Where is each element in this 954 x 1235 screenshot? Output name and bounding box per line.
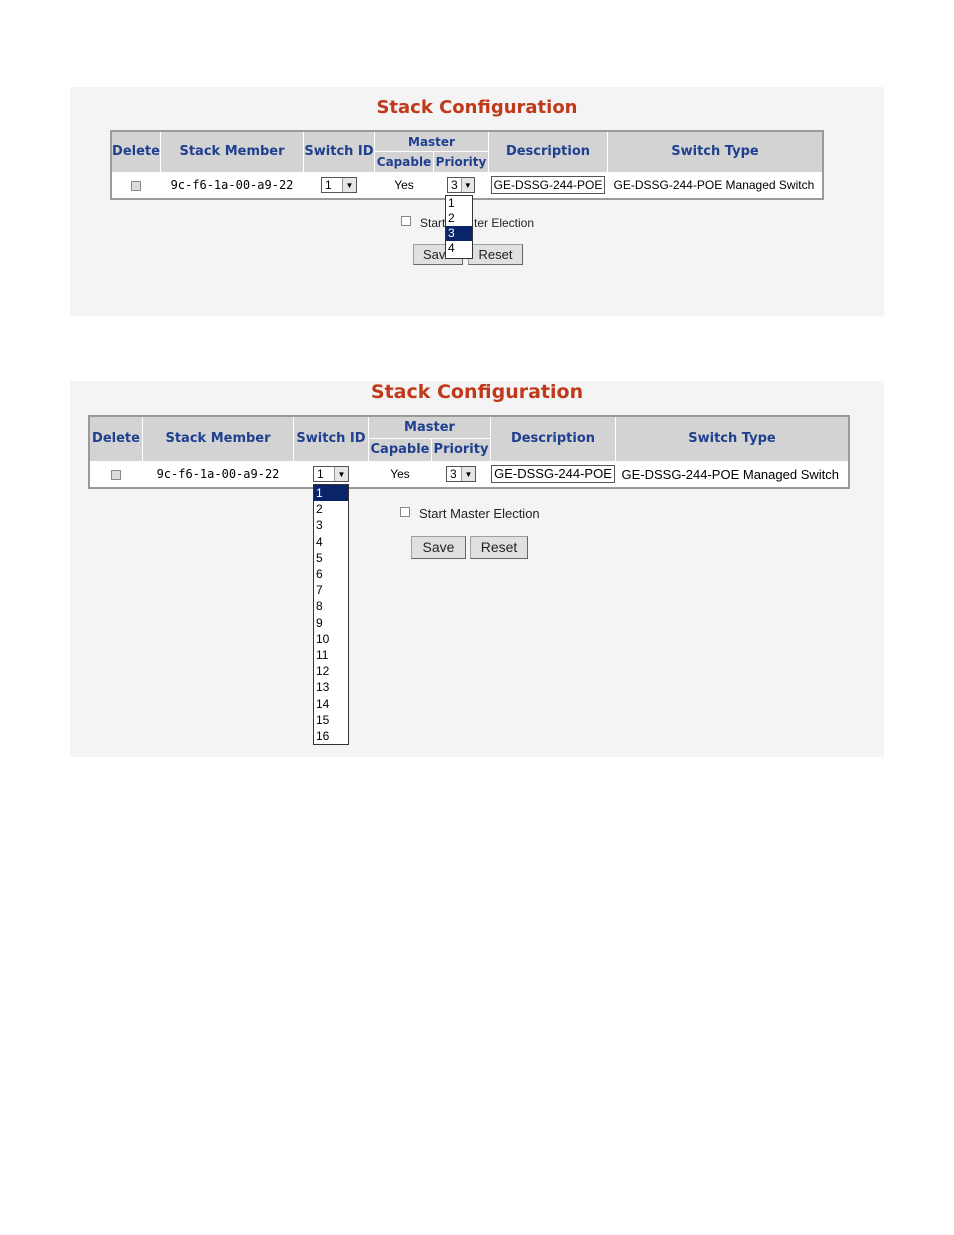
start-master-election-checkbox[interactable] (401, 216, 411, 226)
header-priority: Priority (434, 152, 489, 173)
delete-checkbox[interactable] (111, 470, 121, 480)
switch-id-option[interactable]: 13 (316, 680, 330, 695)
header-switch-type: Switch Type (608, 131, 824, 172)
header-priority: Priority (432, 439, 491, 462)
save-button[interactable]: Save (411, 536, 466, 559)
priority-select[interactable] (447, 177, 475, 193)
switch-id-option[interactable]: 14 (316, 696, 330, 711)
page-title: Stack Configuration (376, 97, 578, 118)
switch-id-option[interactable]: 5 (316, 550, 323, 565)
header-delete: Delete (111, 131, 161, 172)
header-capable: Capable (375, 152, 434, 173)
start-master-election-label: Start Master Election (419, 506, 540, 521)
switch-id-option[interactable]: 16 (316, 729, 330, 744)
switch-id-select-value: 1 (317, 467, 324, 482)
chevron-down-icon[interactable]: ▼ (461, 178, 474, 192)
save-button[interactable]: Sav (413, 244, 463, 265)
capable-value: Yes (394, 178, 414, 193)
stack-config-panel-switch-id-open (70, 381, 884, 757)
priority-dropdown-list[interactable] (445, 195, 473, 259)
stack-config-panel-priority-open (70, 87, 884, 316)
start-master-election-label-left: Start (420, 216, 446, 230)
priority-select-value: 3 (451, 178, 458, 193)
header-switch-id: Switch ID (304, 131, 375, 172)
switch-id-option[interactable]: 3 (316, 518, 323, 533)
switch-id-option[interactable]: 7 (316, 583, 323, 598)
switch-id-select[interactable] (313, 466, 349, 482)
priority-option[interactable]: 3 (446, 226, 472, 241)
table-row (89, 461, 849, 488)
delete-checkbox[interactable] (131, 181, 141, 191)
description-input[interactable]: GE-DSSG-244-POE (491, 465, 615, 483)
priority-select-value: 3 (450, 467, 457, 482)
switch-id-option[interactable]: 15 (316, 712, 330, 727)
priority-select[interactable] (446, 466, 476, 482)
header-switch-id: Switch ID (294, 416, 369, 461)
switch-id-option[interactable]: 12 (316, 664, 330, 679)
header-stack-member: Stack Member (143, 416, 294, 461)
header-master: Master (369, 416, 491, 439)
priority-option[interactable]: 1 (448, 196, 455, 210)
start-master-election-label-right: ter Election (474, 216, 535, 230)
header-delete: Delete (89, 416, 143, 461)
priority-option[interactable]: 4 (448, 241, 455, 255)
start-master-election-checkbox[interactable] (400, 507, 410, 517)
switch-id-option[interactable]: 9 (316, 615, 323, 630)
switch-id-option[interactable]: 4 (316, 534, 323, 549)
chevron-down-icon[interactable]: ▼ (461, 467, 475, 481)
reset-button[interactable]: Reset (468, 244, 523, 265)
header-description: Description (489, 131, 608, 172)
switch-id-option[interactable]: 2 (316, 502, 323, 517)
switch-id-option[interactable]: 8 (316, 599, 323, 614)
stack-table (88, 415, 850, 489)
priority-option[interactable]: 2 (448, 211, 455, 225)
switch-id-option[interactable]: 10 (316, 631, 330, 646)
switch-id-dropdown-list[interactable] (313, 484, 349, 745)
header-master: Master (375, 131, 489, 152)
stack-member-value: 9c-f6-1a-00-a9-22 (170, 178, 294, 193)
switch-id-select-value: 1 (325, 178, 332, 193)
switch-id-option[interactable]: 11 (316, 648, 329, 663)
stack-table (110, 130, 824, 200)
header-description: Description (491, 416, 616, 461)
chevron-down-icon[interactable]: ▼ (342, 178, 356, 192)
page-title: Stack Configuration (370, 381, 584, 403)
header-switch-type: Switch Type (616, 416, 850, 461)
chevron-down-icon[interactable]: ▼ (334, 467, 348, 481)
capable-value: Yes (390, 467, 410, 482)
switch-id-option[interactable]: 1 (314, 485, 348, 501)
switch-id-select[interactable] (321, 177, 357, 193)
description-input[interactable]: GE-DSSG-244-POE (491, 176, 606, 194)
switch-type-value: GE-DSSG-244-POE Managed Switch (621, 466, 839, 482)
reset-button[interactable]: Reset (470, 536, 528, 559)
switch-type-value: GE-DSSG-244-POE Managed Switch (613, 178, 815, 193)
header-capable: Capable (369, 439, 432, 462)
switch-id-option[interactable]: 6 (316, 567, 323, 582)
header-stack-member: Stack Member (161, 131, 304, 172)
stack-member-value: 9c-f6-1a-00-a9-22 (156, 467, 280, 482)
